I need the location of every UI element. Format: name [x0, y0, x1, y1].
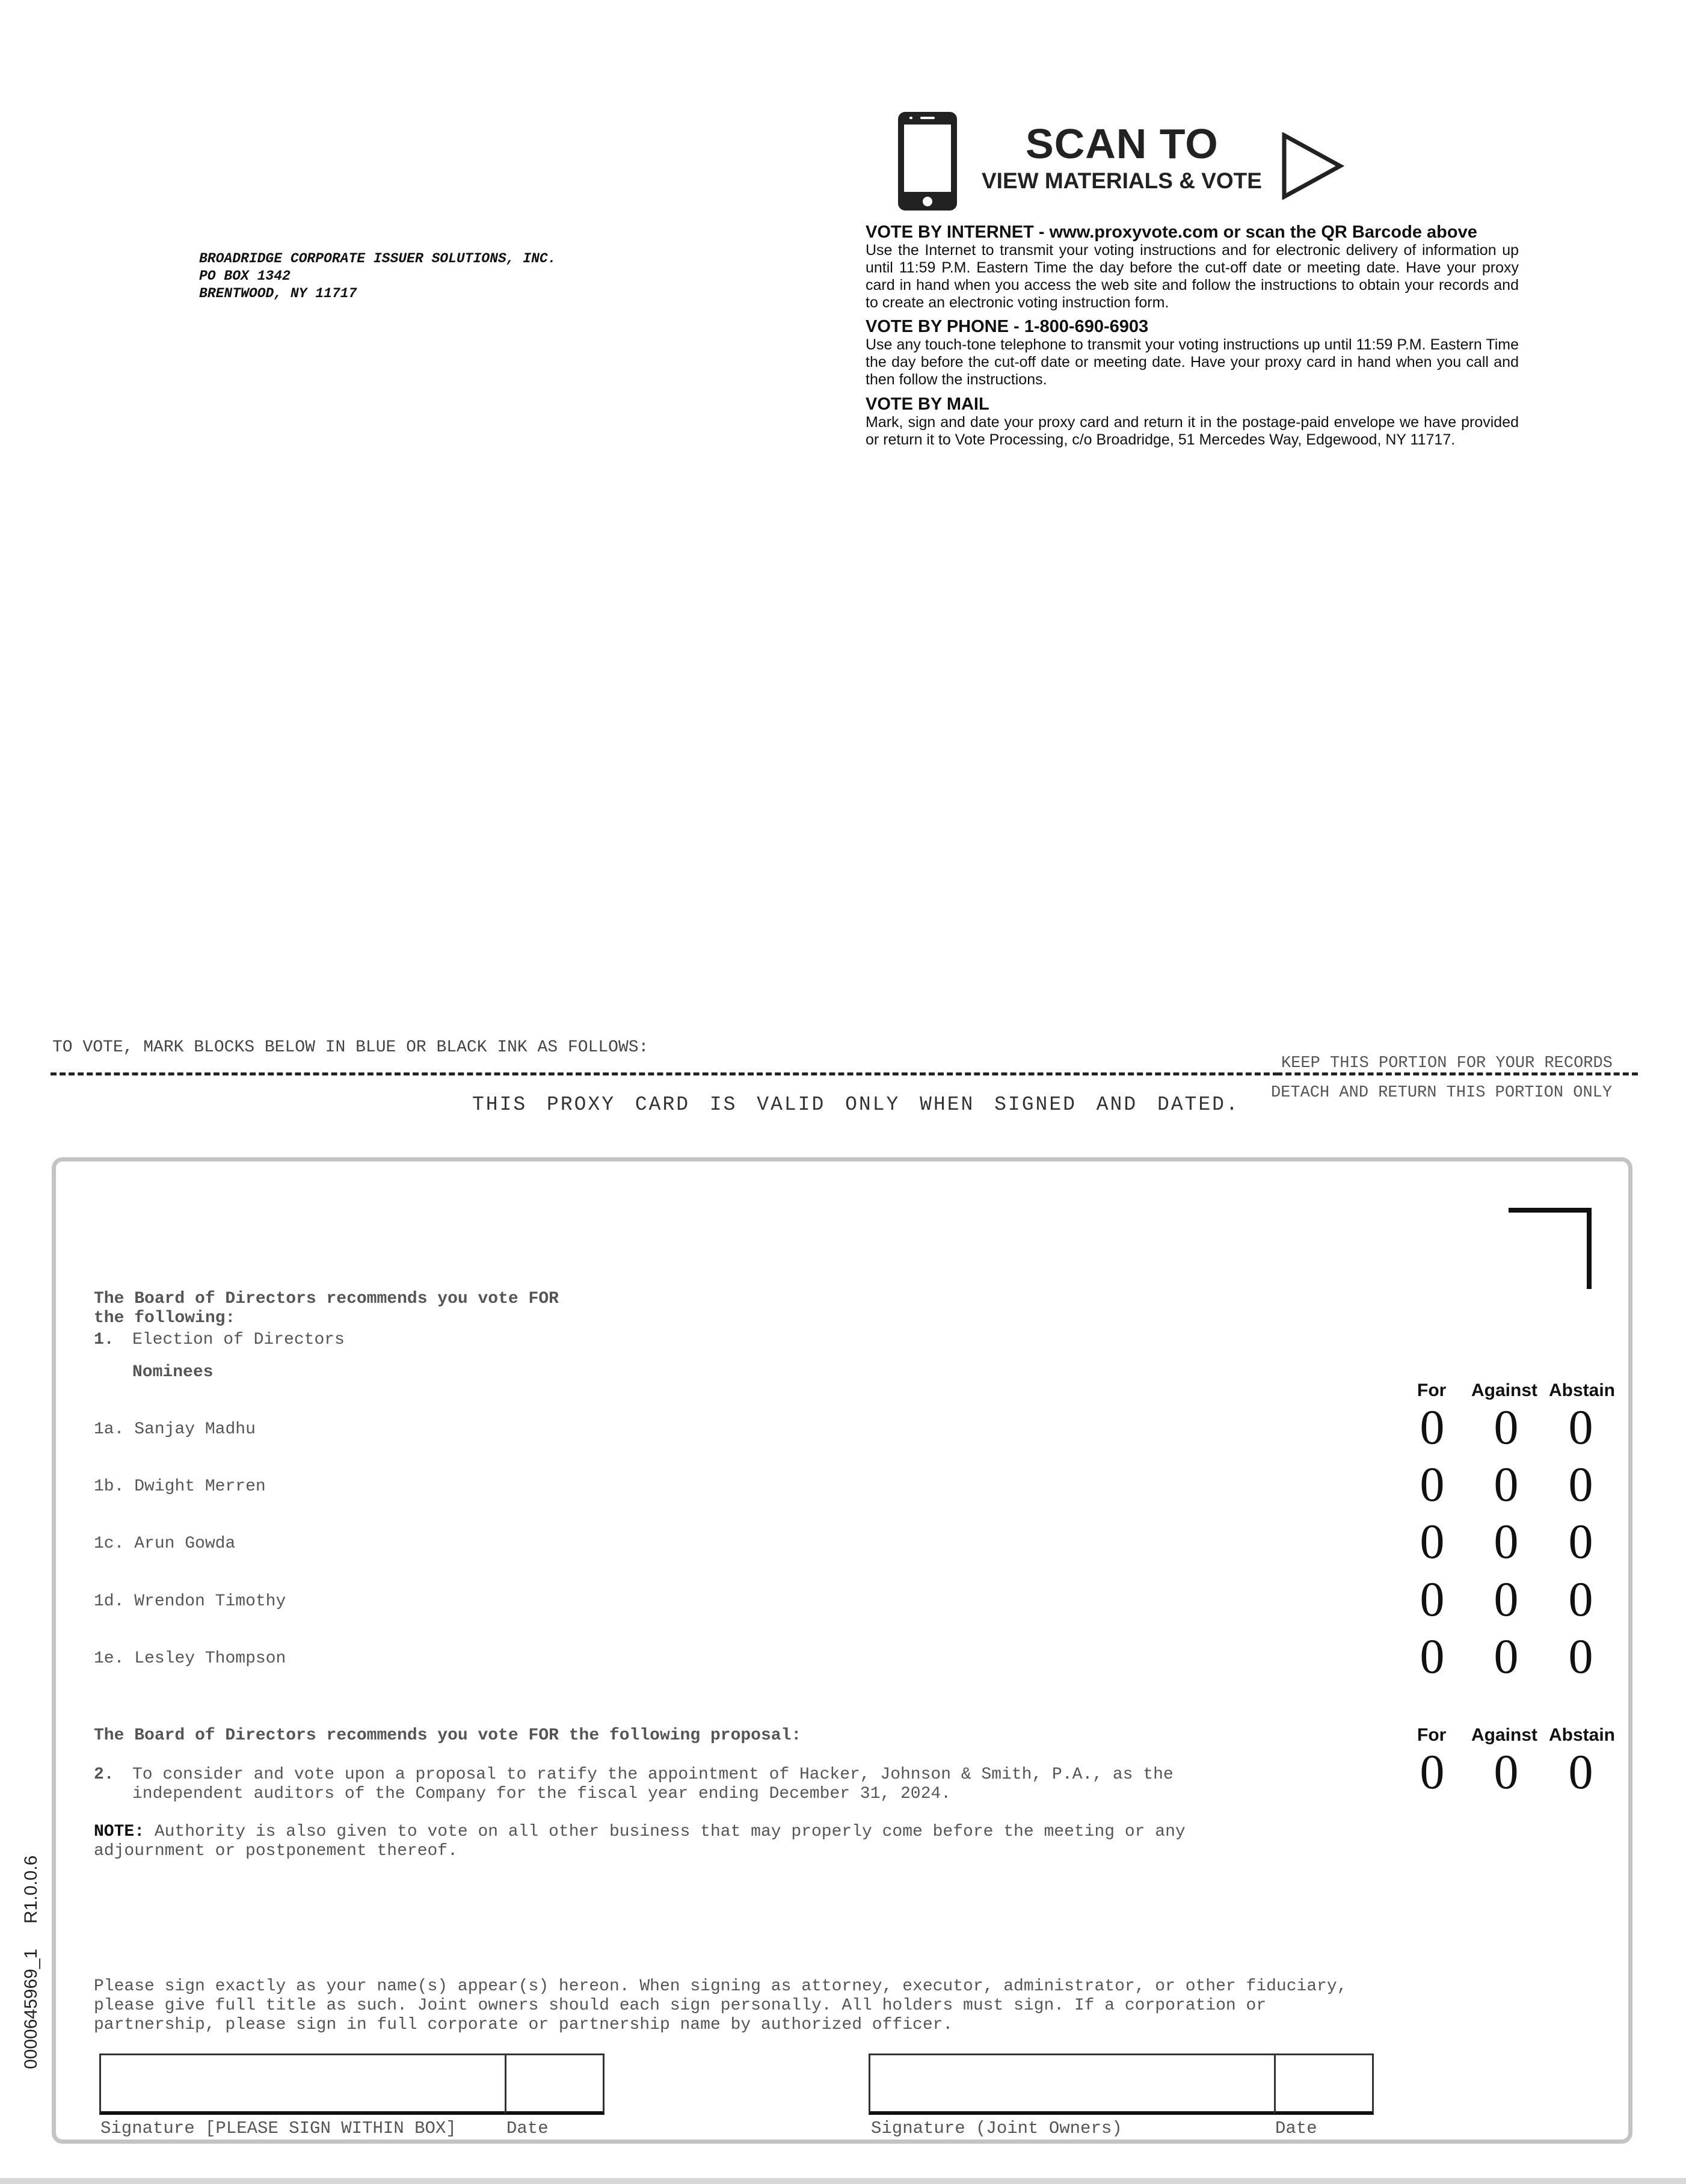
vote-mail-heading: VOTE BY MAIL: [866, 395, 989, 414]
nominee-name: Dwight Merren: [134, 1477, 266, 1496]
vote-abstain-bubble[interactable]: 0: [1568, 1744, 1593, 1799]
scan-title: SCAN TO: [1026, 120, 1219, 167]
vote-abstain-bubble[interactable]: 0: [1568, 1629, 1593, 1684]
nominees-label: Nominees: [132, 1363, 214, 1382]
vote-phone-heading: VOTE BY PHONE - 1-800-690-6903: [866, 317, 1149, 336]
note-label: NOTE:: [94, 1823, 145, 1841]
column-against: Against: [1471, 1725, 1538, 1745]
keep-records-label: KEEP THIS PORTION FOR YOUR RECORDS: [1281, 1054, 1613, 1072]
detach-return-label: DETACH AND RETURN THIS PORTION ONLY: [1271, 1084, 1613, 1102]
return-address: [199, 250, 556, 303]
vote-against-bubble[interactable]: 0: [1494, 1572, 1519, 1626]
date-box[interactable]: [505, 2053, 605, 2115]
nominee-1b: [94, 1477, 266, 1497]
signing-line2: please give full title as such. Joint owners should each sign personally. All holders must sign. If a corporation or: [94, 1996, 1267, 2015]
return-address-line2: PO BOX 1342: [199, 268, 291, 284]
to-vote-instruction: TO VOTE, MARK BLOCKS BELOW IN BLUE OR BLACK INK AS FOLLOWS:: [52, 1038, 649, 1057]
vote-mail-body: Mark, sign and date your proxy card and return it in the postage-paid envelope we have provided or return it to Vote Processing, c/o Broadridge, 51 Mercedes Way, Edgewood, NY 11717.: [866, 414, 1519, 448]
proxy-valid-notice: THIS PROXY CARD IS VALID ONLY WHEN SIGNED AND DATED.: [472, 1094, 1240, 1116]
signing-line1: Please sign exactly as your name(s) appear(s) hereon. When signing as attorney, executor, administrator, or other fiduciary,: [94, 1977, 1347, 1996]
board-recommendation-1-line2: the following:: [94, 1309, 236, 1327]
nominee-id: 1c.: [94, 1534, 125, 1553]
item1-title: Election of Directors: [132, 1330, 345, 1349]
board-recommendation-1: [94, 1290, 559, 1328]
return-address-line1: BROADRIDGE CORPORATE ISSUER SOLUTIONS, INC.: [199, 251, 556, 266]
nominee-1e: [94, 1649, 286, 1669]
board-recommendation-1-line1: The Board of Directors recommends you vote FOR: [94, 1290, 559, 1308]
nominee-id: 1e.: [94, 1649, 125, 1668]
nominee-name: Lesley Thompson: [134, 1649, 286, 1668]
vote-abstain-bubble[interactable]: 0: [1568, 1572, 1593, 1626]
joint-date-box[interactable]: [1274, 2053, 1374, 2115]
smartphone-icon: [896, 110, 959, 212]
vote-by-mail: [866, 395, 1519, 449]
column-for: For: [1417, 1725, 1447, 1745]
vote-for-bubble[interactable]: 0: [1420, 1457, 1445, 1512]
note-line1: [94, 1823, 1186, 1842]
vote-for-bubble[interactable]: 0: [1420, 1514, 1445, 1569]
play-triangle-icon: [1281, 132, 1344, 200]
detach-dashed-line: [51, 1072, 1279, 1075]
side-control-code: 0000645969_1 R1.0.0.6: [21, 1855, 41, 2069]
vote-by-internet: [866, 223, 1519, 312]
vote-phone-body: Use any touch-tone telephone to transmit your voting instructions up until 11:59 P.M. Eastern Time the day before the cut-off date or meeting date. Have your proxy card in hand when you call and then follow the instructions.: [866, 336, 1519, 388]
nominee-name: Sanjay Madhu: [134, 1420, 256, 1439]
vote-against-bubble[interactable]: 0: [1494, 1514, 1519, 1569]
joint-signature-label: Signature (Joint Owners): [871, 2118, 1122, 2138]
vote-internet-body: Use the Internet to transmit your voting instructions and for electronic delivery of information up until 11:59 P.M. Eastern Time the day before the cut-off date or meeting date. Have your proxy card in hand when you access the web site and follow the instructions to obtain your records and to create an electronic voting instruction form.: [866, 242, 1519, 311]
item2-line2: independent auditors of the Company for the fiscal year ending December 31, 2024.: [132, 1785, 952, 1803]
joint-signature-box[interactable]: [869, 2053, 1276, 2115]
vote-for-bubble[interactable]: 0: [1420, 1572, 1445, 1626]
vote-for-bubble[interactable]: 0: [1420, 1629, 1445, 1684]
detach-dashed-line-right: [1276, 1072, 1638, 1075]
item2-line1: To consider and vote upon a proposal to ratify the appointment of Hacker, Johnson & Smith, P.A., as the: [132, 1765, 1174, 1784]
nominee-id: 1b.: [94, 1477, 125, 1496]
nominee-1a: [94, 1420, 256, 1439]
column-for: For: [1417, 1380, 1447, 1400]
return-address-line3: BRENTWOOD, NY 11717: [199, 286, 357, 301]
nominee-id: 1a.: [94, 1420, 125, 1439]
column-against: Against: [1471, 1380, 1538, 1400]
nominee-name: Arun Gowda: [134, 1534, 236, 1553]
vote-abstain-bubble[interactable]: 0: [1568, 1400, 1593, 1454]
corner-registration-mark: [1509, 1208, 1592, 1289]
signature-box[interactable]: [99, 2053, 506, 2115]
vote-against-bubble[interactable]: 0: [1494, 1457, 1519, 1512]
item1-number: 1.: [94, 1330, 114, 1349]
nominee-name: Wrendon Timothy: [134, 1592, 286, 1611]
board-recommendation-2: The Board of Directors recommends you vote FOR the following proposal:: [94, 1726, 802, 1745]
vote-abstain-bubble[interactable]: 0: [1568, 1514, 1593, 1569]
vote-against-bubble[interactable]: 0: [1494, 1400, 1519, 1454]
nominee-id: 1d.: [94, 1592, 125, 1611]
note-line2: adjournment or postponement thereof.: [94, 1842, 458, 1860]
vote-against-bubble[interactable]: 0: [1494, 1629, 1519, 1684]
nominee-1d: [94, 1592, 286, 1611]
vote-for-bubble[interactable]: 0: [1420, 1744, 1445, 1799]
vote-internet-heading: VOTE BY INTERNET - www.proxyvote.com or scan the QR Barcode above: [866, 223, 1477, 242]
note-text: Authority is also given to vote on all other business that may properly come before the meeting or any: [144, 1823, 1186, 1841]
column-abstain: Abstain: [1549, 1380, 1616, 1400]
bottom-edge: [0, 2178, 1686, 2184]
vote-abstain-bubble[interactable]: 0: [1568, 1457, 1593, 1512]
note: [94, 1823, 1186, 1861]
vote-for-bubble[interactable]: 0: [1420, 1400, 1445, 1454]
signing-instructions: [94, 1977, 1347, 2035]
signature-label: Signature [PLEASE SIGN WITHIN BOX]: [100, 2118, 457, 2138]
signing-line3: partnership, please sign in full corporate or partnership name by authorized officer.: [94, 2016, 953, 2034]
column-abstain: Abstain: [1549, 1725, 1616, 1745]
date-label: Date: [506, 2118, 549, 2138]
item2-text: [132, 1765, 1174, 1804]
item2-number: 2.: [94, 1765, 114, 1784]
joint-date-label: Date: [1275, 2118, 1317, 2138]
scan-subtitle: VIEW MATERIALS & VOTE: [982, 168, 1262, 193]
vote-by-phone: [866, 317, 1519, 389]
nominee-1c: [94, 1534, 235, 1554]
vote-against-bubble[interactable]: 0: [1494, 1744, 1519, 1799]
